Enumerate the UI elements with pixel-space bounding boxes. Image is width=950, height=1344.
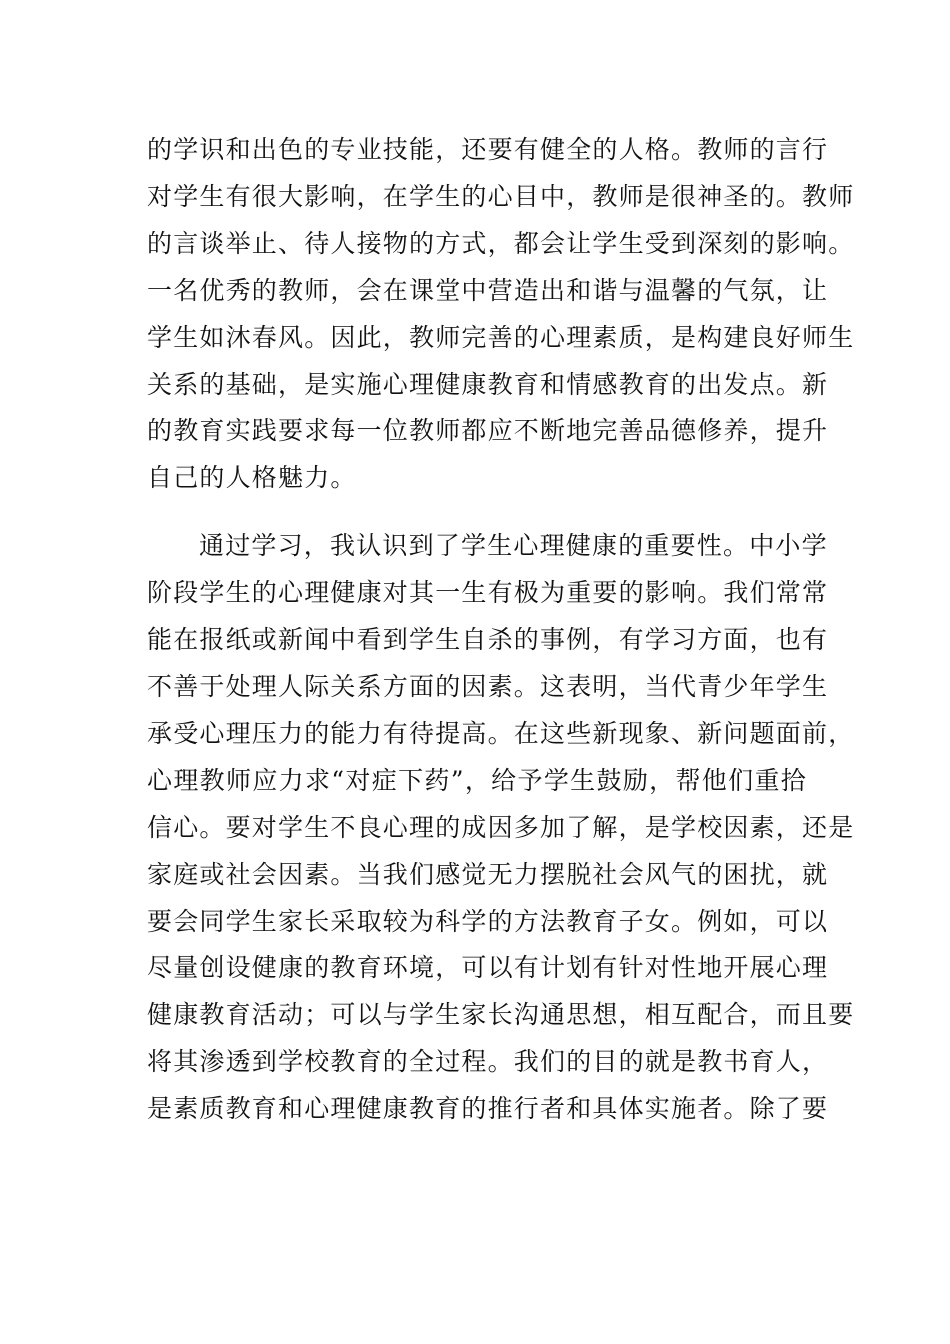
paragraph-line: 阶段学生的心理健康对其一生有极为重要的影响。我们常常 [147, 578, 829, 608]
paragraph-spacer [147, 502, 807, 523]
paragraph-line: 家庭或社会因素。当我们感觉无力摆脱社会风气的困扰，就 [147, 859, 829, 889]
paragraph-line: 的教育实践要求每一位教师都应不断地完善品德修养，提升 [147, 416, 829, 446]
paragraph-line: 学生如沐春风。因此，教师完善的心理素质，是构建良好师生 [147, 322, 855, 352]
paragraph-line: 心理教师应力求“对症下药”，给予学生鼓励，帮他们重拾 [147, 765, 807, 795]
paragraph-line: 不善于处理人际关系方面的因素。这表明，当代青少年学生 [147, 671, 829, 701]
paragraph-line: 承受心理压力的能力有待提高。在这些新现象、新问题面前， [147, 718, 855, 748]
paragraph-line: 通过学习，我认识到了学生心理健康的重要性。中小学 [199, 531, 828, 561]
paragraph-line: 将其渗透到学校教育的全过程。我们的目的就是教书育人， [147, 1047, 829, 1077]
paragraph-line: 健康教育活动；可以与学生家长沟通思想，相互配合，而且要 [147, 1000, 855, 1030]
document-body [147, 127, 855, 1133]
paragraph-1 [147, 127, 855, 502]
paragraph-line: 的学识和出色的专业技能，还要有健全的人格。教师的言行 [147, 135, 829, 164]
paragraph-line: 尽量创设健康的教育环境，可以有计划有针对性地开展心理 [147, 953, 829, 983]
paragraph-line: 对学生有很大影响，在学生的心目中，教师是很神圣的。教师 [147, 181, 855, 211]
paragraph-line: 是素质教育和心理健康教育的推行者和具体实施者。除了要 [147, 1094, 829, 1124]
paragraph-line: 要会同学生家长采取较为科学的方法教育子女。例如，可以 [147, 906, 829, 936]
paragraph-line: 关系的基础，是实施心理健康教育和情感教育的出发点。新 [147, 369, 829, 399]
paragraph-line: 的言谈举止、待人接物的方式，都会让学生受到深刻的影响。 [147, 228, 855, 258]
paragraph-line: 信心。要对学生不良心理的成因多加了解，是学校因素，还是 [147, 812, 855, 842]
paragraph-line: 一名优秀的教师，会在课堂中营造出和谐与温馨的气氛，让 [147, 275, 829, 305]
paragraph-2 [147, 523, 855, 1133]
paragraph-line: 能在报纸或新闻中看到学生自杀的事例，有学习方面，也有 [147, 625, 829, 655]
paragraph-line: 自己的人格魅力。 [147, 463, 357, 493]
